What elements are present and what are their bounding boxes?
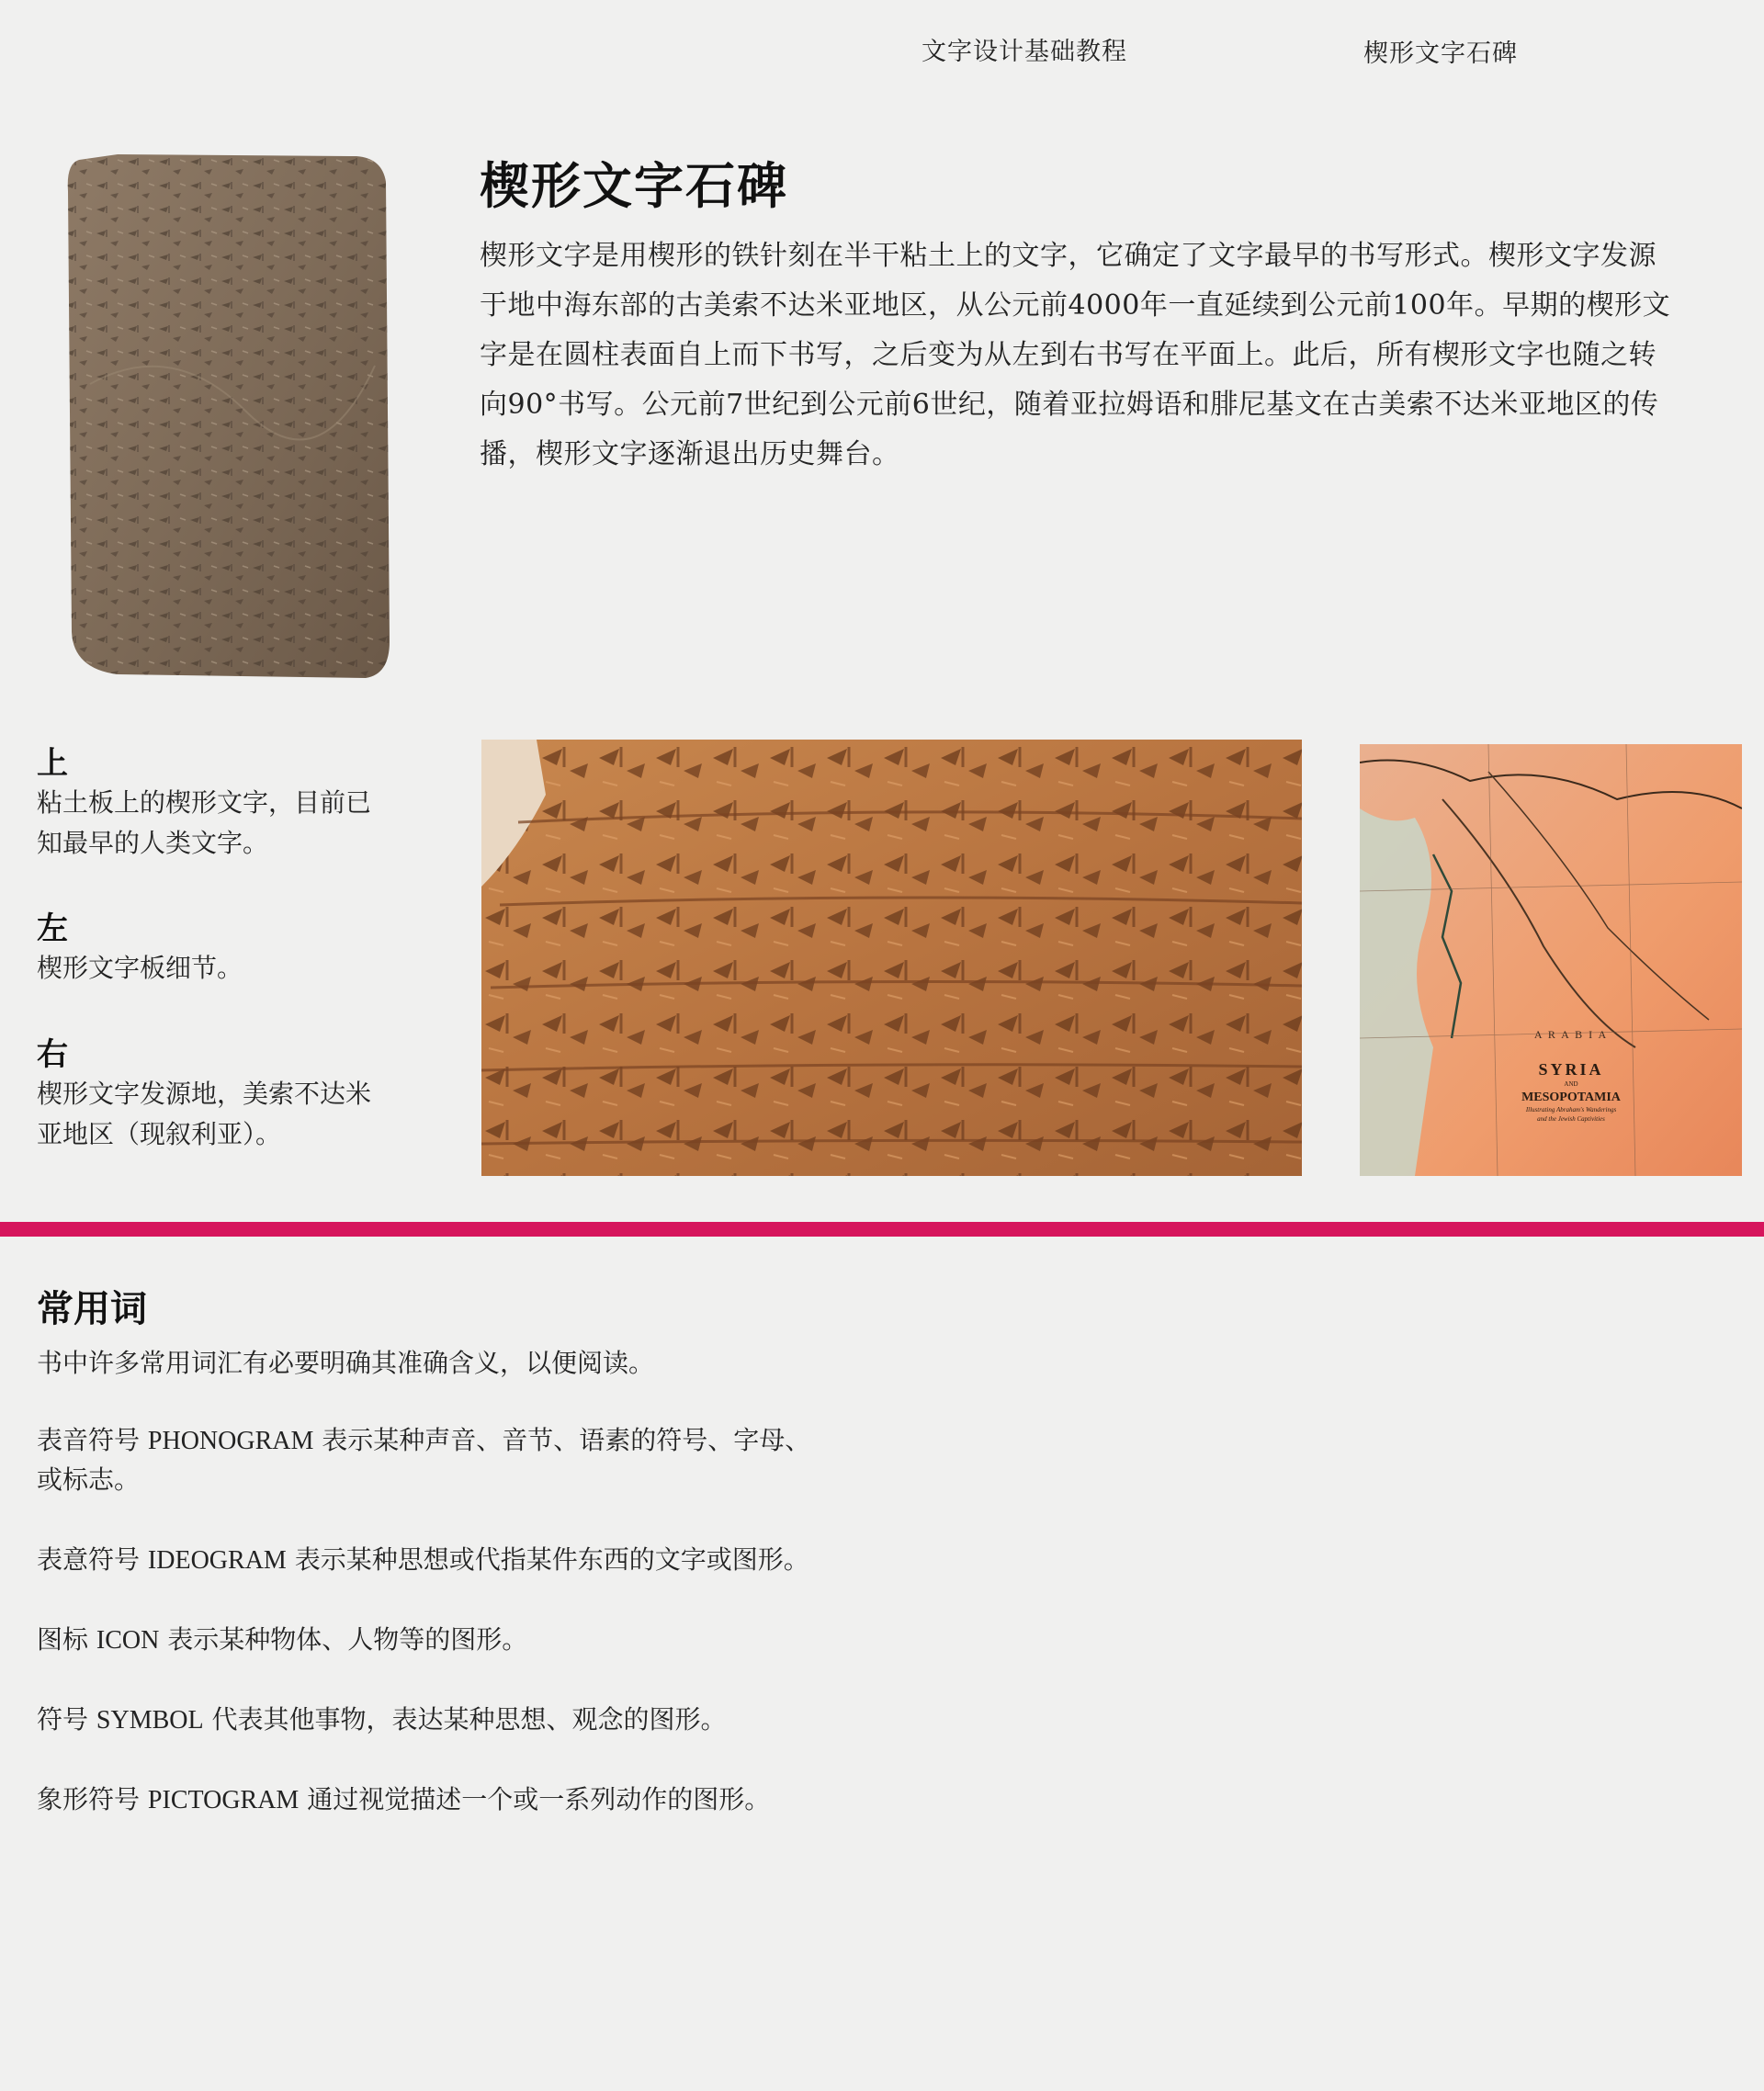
map-label-subtitle-1: Illustrating Abraham's Wanderings bbox=[1525, 1106, 1617, 1113]
term-def: 代表其他事物，表达某种思想、观念的图形。 bbox=[211, 1704, 727, 1735]
caption-label: 右 bbox=[37, 1036, 68, 1073]
map-label-mesopotamia: MESOPOTAMIA bbox=[1521, 1091, 1621, 1104]
page-title: 楔形文字石碑 bbox=[480, 156, 788, 215]
term-zh: 符号 bbox=[37, 1704, 89, 1735]
glossary-term-ideogram bbox=[37, 1541, 873, 1580]
intro-paragraph bbox=[480, 232, 1746, 480]
glossary-term-icon bbox=[37, 1621, 873, 1660]
term-en: PICTOGRAM bbox=[147, 1786, 300, 1814]
book-title: 文字设计基础教程 bbox=[922, 38, 1127, 66]
map-label-syria: SYRIA bbox=[1538, 1060, 1604, 1079]
caption-left bbox=[37, 903, 423, 989]
caption-line: 知最早的人类文字。 bbox=[37, 828, 269, 858]
intro-line: 于地中海东部的古美索不达米亚地区，从公元前4000年一直延续到公元前100年。早期的楔形文 bbox=[480, 289, 1671, 322]
term-zh: 象形符号 bbox=[37, 1784, 141, 1814]
caption-line: 粘土板上的楔形文字，目前已 bbox=[37, 787, 372, 818]
caption-line: 楔形文字板细节。 bbox=[37, 953, 243, 983]
tablet-detail-photo bbox=[481, 740, 1302, 1176]
section-divider bbox=[0, 1222, 1764, 1237]
term-def: 通过视觉描述一个或一系列动作的图形。 bbox=[307, 1784, 771, 1814]
caption-line: 楔形文字发源地，美索不达米 bbox=[37, 1079, 372, 1109]
caption-label: 上 bbox=[37, 745, 68, 782]
term-zh: 图标 bbox=[37, 1624, 89, 1655]
term-en: SYMBOL bbox=[96, 1706, 204, 1735]
glossary-intro: 书中许多常用词汇有必要明确其准确含义，以便阅读。 bbox=[37, 1348, 655, 1378]
caption-right bbox=[37, 1029, 423, 1155]
mesopotamia-map-photo bbox=[1360, 744, 1742, 1176]
term-en: IDEOGRAM bbox=[147, 1546, 287, 1575]
glossary-title: 常用词 bbox=[37, 1288, 147, 1330]
term-def: 表示某种物体、人物等的图形。 bbox=[167, 1624, 528, 1655]
map-label-arabia: A R A B I A bbox=[1533, 1028, 1609, 1041]
clay-tablet-photo bbox=[62, 154, 395, 682]
caption-text bbox=[37, 948, 423, 989]
section-title: 楔形文字石碑 bbox=[1363, 40, 1518, 68]
term-en: ICON bbox=[96, 1626, 160, 1655]
term-zh: 表意符号 bbox=[37, 1544, 141, 1575]
caption-line: 亚地区（现叙利亚）。 bbox=[37, 1119, 282, 1149]
term-zh: 表音符号 bbox=[37, 1425, 141, 1455]
caption-text bbox=[37, 783, 423, 864]
glossary-term-symbol bbox=[37, 1701, 873, 1740]
term-def: 表示某种思想或代指某件东西的文字或图形。 bbox=[294, 1544, 809, 1575]
caption-text bbox=[37, 1074, 423, 1155]
term-def: 或标志。 bbox=[37, 1464, 141, 1495]
glossary-term-pictogram bbox=[37, 1780, 873, 1820]
term-en: PHONOGRAM bbox=[147, 1427, 314, 1455]
caption-label: 左 bbox=[37, 910, 68, 947]
intro-line: 播，楔形文字逐渐退出历史舞台。 bbox=[480, 438, 900, 470]
map-label-and: AND bbox=[1564, 1080, 1578, 1088]
intro-line: 向90°书写。公元前7世纪到公元前6世纪，随着亚拉姆语和腓尼基文在古美索不达米亚地区的传 bbox=[480, 389, 1659, 421]
glossary-term-phonogram bbox=[37, 1421, 873, 1499]
intro-line: 字是在圆柱表面自上而下书写，之后变为从左到右书写在平面上。此后，所有楔形文字也随之转 bbox=[480, 339, 1657, 371]
caption-top bbox=[37, 738, 423, 864]
term-def: 表示某种声音、音节、语素的符号、字母、 bbox=[322, 1425, 811, 1455]
map-label-subtitle-2: and the Jewish Captivities bbox=[1537, 1115, 1605, 1123]
intro-line: 楔形文字是用楔形的铁针刻在半干粘土上的文字，它确定了文字最早的书写形式。楔形文字发源 bbox=[480, 240, 1657, 272]
